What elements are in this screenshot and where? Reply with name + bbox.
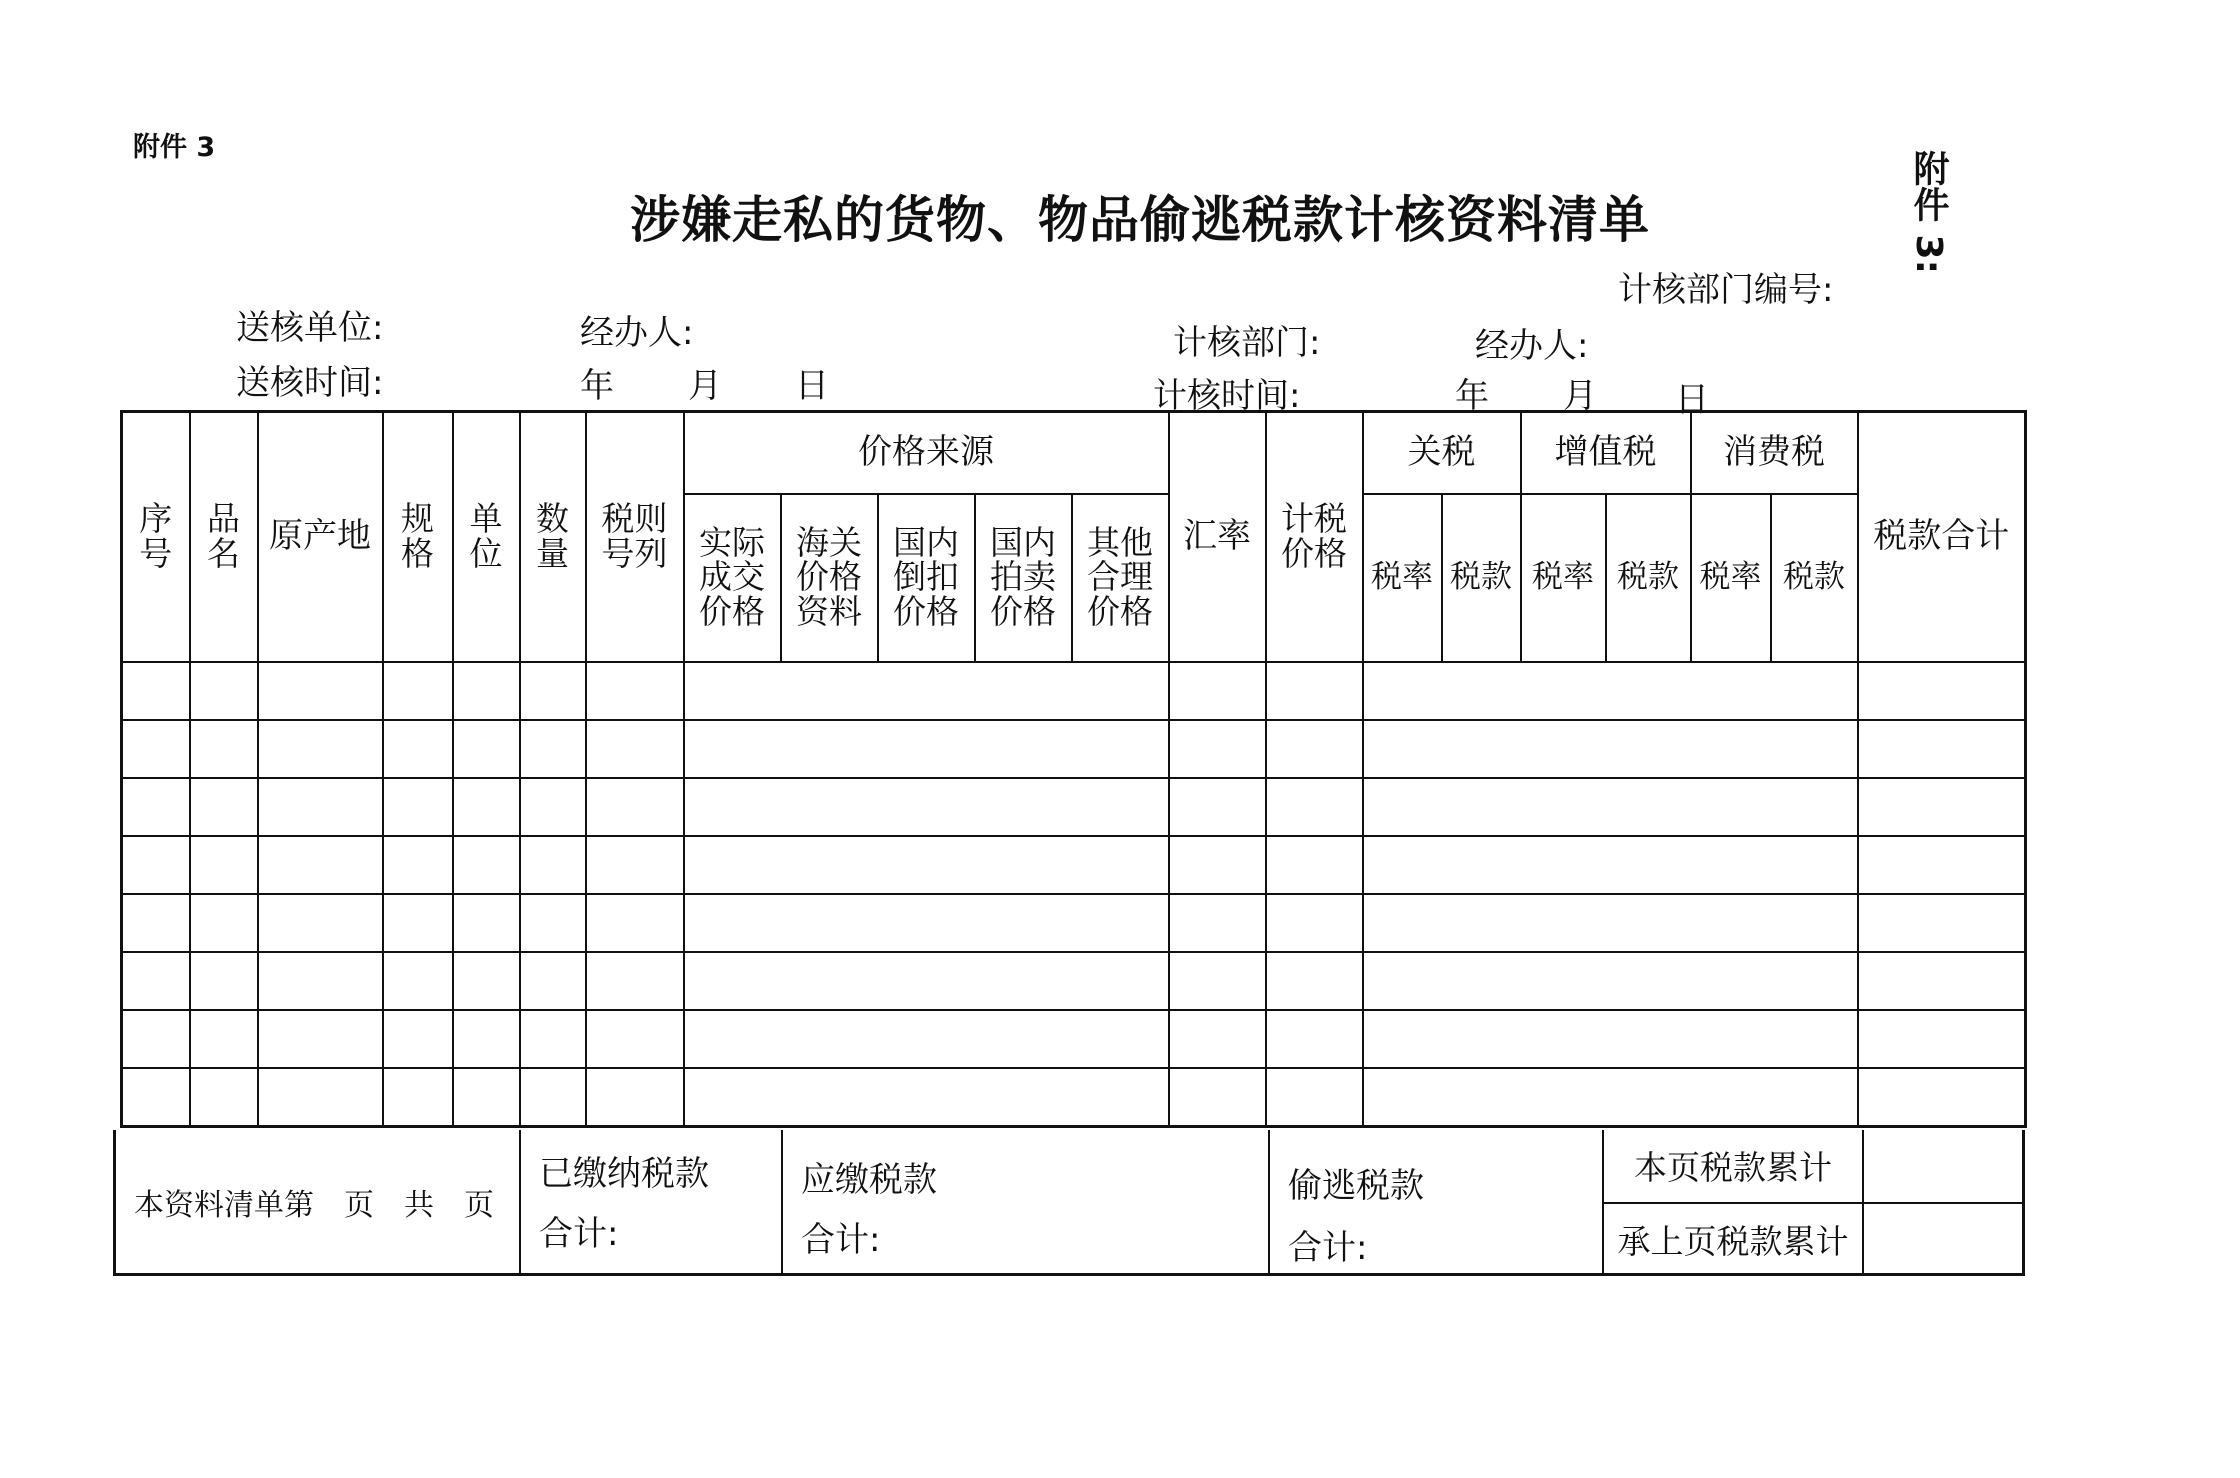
table-row bbox=[122, 1068, 2026, 1127]
page-info: 本资料清单第 页 共 页 bbox=[134, 1188, 494, 1223]
table-row bbox=[122, 1010, 2026, 1068]
table-row bbox=[122, 720, 2026, 778]
footer-payable-cell bbox=[781, 1130, 1268, 1273]
prev-cumulative-row bbox=[1604, 1202, 2022, 1276]
col-taxable-price: 计税价格 bbox=[1266, 412, 1363, 662]
col-vat: 增值税 bbox=[1521, 412, 1691, 494]
table-row bbox=[122, 894, 2026, 952]
footer-evaded-cell bbox=[1268, 1130, 1608, 1273]
col-consumption-tax: 消费税 bbox=[1691, 412, 1858, 494]
col-vat-rate: 税率 bbox=[1521, 494, 1606, 662]
col-tariff: 税则号列 bbox=[586, 412, 684, 662]
calc-day: 日 bbox=[1675, 380, 1709, 420]
col-origin: 原产地 bbox=[258, 412, 383, 662]
attachment-label: 附件 3 bbox=[133, 132, 216, 163]
side-attachment-label: 附件 3: bbox=[1908, 150, 1949, 274]
col-domestic-deduct: 国内倒扣价格 bbox=[878, 494, 975, 662]
evaded-total-label: 合计: bbox=[1288, 1228, 1368, 1268]
calc-month: 月 bbox=[1563, 376, 1597, 416]
footer-page-info-cell bbox=[116, 1130, 519, 1273]
table-row bbox=[122, 778, 2026, 836]
col-customs-price: 海关价格资料 bbox=[781, 494, 878, 662]
col-auction-price: 国内拍卖价格 bbox=[975, 494, 1072, 662]
paid-tax-label: 已缴纳税款 bbox=[539, 1154, 709, 1194]
col-other-price: 其他合理价格 bbox=[1072, 494, 1169, 662]
footer-paid-cell bbox=[519, 1130, 781, 1273]
document-title: 涉嫌走私的货物、物品偷逃税款计核资料清单 bbox=[630, 191, 1650, 249]
col-customs-duty: 关税 bbox=[1363, 412, 1521, 494]
table-row bbox=[122, 662, 2026, 720]
footer-summary bbox=[113, 1130, 2025, 1276]
col-tax-total: 税款合计 bbox=[1858, 412, 2026, 662]
send-day: 日 bbox=[795, 366, 829, 406]
evaded-tax-label: 偷逃税款 bbox=[1288, 1166, 1424, 1206]
paid-total-label: 合计: bbox=[539, 1214, 619, 1254]
col-name: 品名 bbox=[190, 412, 258, 662]
table-row bbox=[122, 952, 2026, 1010]
payable-tax-label: 应缴税款 bbox=[801, 1160, 937, 1200]
page-cumulative-row bbox=[1604, 1130, 2022, 1202]
col-price-source: 价格来源 bbox=[684, 412, 1169, 494]
calc-time-label: 计核时间: bbox=[1153, 376, 1301, 416]
payable-total-label: 合计: bbox=[801, 1220, 881, 1260]
send-unit-label: 送核单位: bbox=[236, 308, 384, 348]
handler-right-label: 经办人: bbox=[1475, 326, 1589, 366]
dept-number-label: 计核部门编号: bbox=[1618, 270, 1834, 310]
col-actual-price: 实际成交价格 bbox=[684, 494, 781, 662]
page-cumulative-label: 本页税款累计 bbox=[1604, 1130, 1864, 1202]
col-consumption-rate: 税率 bbox=[1691, 494, 1771, 662]
tax-calculation-table bbox=[120, 410, 2027, 1128]
send-time-label: 送核时间: bbox=[236, 363, 384, 403]
dept-label: 计核部门: bbox=[1173, 323, 1321, 363]
col-consumption-amount: 税款 bbox=[1771, 494, 1858, 662]
calc-year: 年 bbox=[1455, 376, 1489, 416]
col-qty: 数量 bbox=[520, 412, 586, 662]
handler-left-label: 经办人: bbox=[580, 313, 694, 353]
table-row bbox=[122, 836, 2026, 894]
col-duty-rate: 税率 bbox=[1363, 494, 1442, 662]
col-unit: 单位 bbox=[453, 412, 520, 662]
col-spec: 规格 bbox=[383, 412, 453, 662]
prev-cumulative-label: 承上页税款累计 bbox=[1604, 1204, 1864, 1276]
send-year: 年 bbox=[580, 366, 614, 406]
col-vat-amount: 税款 bbox=[1606, 494, 1691, 662]
col-duty-amount: 税款 bbox=[1442, 494, 1521, 662]
send-month: 月 bbox=[688, 366, 722, 406]
col-seq: 序号 bbox=[122, 412, 190, 662]
col-exchange-rate: 汇率 bbox=[1169, 412, 1266, 662]
cumulative-box bbox=[1602, 1130, 2022, 1273]
